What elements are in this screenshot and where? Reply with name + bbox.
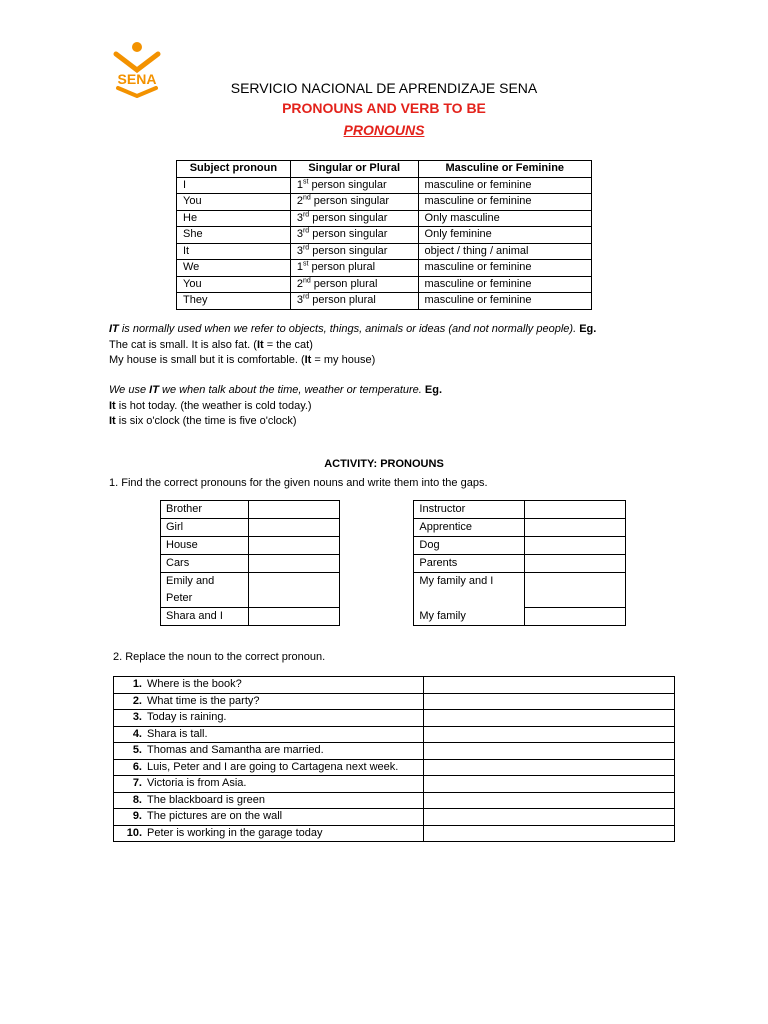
answer-gap[interactable] — [248, 519, 339, 537]
sentence-cell: 9. The pictures are on the wall — [114, 809, 424, 826]
gender-cell: Only masculine — [418, 210, 591, 227]
gender-cell: masculine or feminine — [418, 276, 591, 293]
number-cell: 1st person singular — [290, 177, 418, 194]
noun-cell: Girl — [161, 519, 249, 537]
noun-cell: Instructor — [414, 501, 525, 519]
time-example-1: It is hot today. (the weather is cold today.) — [109, 399, 312, 412]
number-cell: 3rd person singular — [290, 210, 418, 227]
nouns-table — [160, 500, 626, 626]
col-header: Singular or Plural — [290, 161, 418, 178]
answer-gap[interactable] — [423, 809, 674, 826]
answer-gap[interactable] — [248, 573, 339, 608]
gender-cell: Only feminine — [418, 227, 591, 244]
pronoun-table — [176, 160, 592, 310]
answer-gap[interactable] — [525, 537, 626, 555]
answer-gap[interactable] — [525, 555, 626, 573]
noun-cell: House — [161, 537, 249, 555]
table-row — [114, 710, 675, 727]
subtopic-title: PRONOUNS — [343, 122, 425, 138]
answer-gap[interactable] — [248, 555, 339, 573]
sentence-cell: 4. Shara is tall. — [114, 726, 424, 743]
it-usage-paragraph — [109, 322, 669, 369]
number-cell: 3rd person plural — [290, 293, 418, 310]
number-cell: 1st person plural — [290, 260, 418, 277]
table-row — [114, 809, 675, 826]
sentence-cell: 1. Where is the book? — [114, 677, 424, 694]
answer-gap[interactable] — [423, 776, 674, 793]
gender-cell: masculine or feminine — [418, 260, 591, 277]
institution-title: SERVICIO NACIONAL DE APRENDIZAJE SENA — [230, 80, 538, 96]
pronoun-cell: We — [177, 260, 291, 277]
noun-cell: My family — [414, 608, 525, 626]
answer-gap[interactable] — [525, 573, 626, 608]
number-cell: 3rd person singular — [290, 227, 418, 244]
number-cell: 2nd person singular — [290, 194, 418, 211]
table-header-row — [177, 161, 592, 178]
logo-text: SENA — [117, 71, 157, 87]
answer-gap[interactable] — [525, 501, 626, 519]
sentence-cell: 3. Today is raining. — [114, 710, 424, 727]
answer-gap[interactable] — [248, 608, 339, 626]
time-example-2: It is six o'clock (the time is five o'clock) — [109, 415, 297, 427]
table-row — [114, 776, 675, 793]
sentence-cell: 5. Thomas and Samantha are married. — [114, 743, 424, 760]
pronoun-cell: You — [177, 276, 291, 293]
table-row — [177, 260, 592, 277]
table-row — [114, 743, 675, 760]
table-row — [114, 726, 675, 743]
sentence-cell: 10. Peter is working in the garage today — [114, 825, 424, 842]
pronoun-cell: You — [177, 194, 291, 211]
table-row — [177, 177, 592, 194]
activity-title: ACTIVITY: PRONOUNS — [324, 458, 444, 470]
pronoun-cell: He — [177, 210, 291, 227]
noun-cell: Brother — [161, 501, 249, 519]
replace-table — [113, 676, 675, 842]
answer-gap[interactable] — [423, 825, 674, 842]
sentence-cell: 8. The blackboard is green — [114, 792, 424, 809]
answer-gap[interactable] — [423, 677, 674, 694]
answer-gap[interactable] — [423, 726, 674, 743]
noun-cell: Cars — [161, 555, 249, 573]
replace-instruction: 2. Replace the noun to the correct pronoun. — [113, 651, 326, 663]
table-row — [161, 501, 626, 519]
col-header: Masculine or Feminine — [418, 161, 591, 178]
sentence-cell: 7. Victoria is from Asia. — [114, 776, 424, 793]
time-usage-paragraph — [109, 383, 669, 430]
noun-cell: Apprentice — [414, 519, 525, 537]
activity-instruction: 1. Find the correct pronouns for the given nouns and write them into the gaps. — [109, 477, 488, 489]
number-cell: 2nd person plural — [290, 276, 418, 293]
answer-gap[interactable] — [423, 792, 674, 809]
answer-gap[interactable] — [423, 759, 674, 776]
table-row — [177, 194, 592, 211]
answer-gap[interactable] — [525, 608, 626, 626]
time-rule-line: We use IT we when talk about the time, weather or temperature. Eg. — [109, 384, 443, 396]
table-row — [114, 792, 675, 809]
answer-gap[interactable] — [423, 693, 674, 710]
it-example-2: My house is small but it is comfortable. (It = my house) — [109, 354, 376, 366]
table-row — [177, 293, 592, 310]
pronoun-cell: They — [177, 293, 291, 310]
sentence-cell: 6. Luis, Peter and I are going to Cartagena next week. — [114, 759, 424, 776]
table-row — [114, 677, 675, 694]
answer-gap[interactable] — [248, 501, 339, 519]
gender-cell: object / thing / animal — [418, 243, 591, 260]
topic-title: PRONOUNS AND VERB TO BE — [282, 100, 486, 116]
pronoun-cell: I — [177, 177, 291, 194]
sentence-cell: 2. What time is the party? — [114, 693, 424, 710]
answer-gap[interactable] — [423, 710, 674, 727]
table-row — [114, 759, 675, 776]
noun-cell: Shara and I — [161, 608, 249, 626]
table-row — [177, 227, 592, 244]
table-row — [177, 243, 592, 260]
gender-cell: masculine or feminine — [418, 194, 591, 211]
table-row — [114, 825, 675, 842]
noun-cell: Emily and Peter — [161, 573, 249, 608]
table-row — [177, 210, 592, 227]
table-row — [177, 276, 592, 293]
spacer-cell — [339, 501, 414, 626]
gender-cell: masculine or feminine — [418, 293, 591, 310]
it-example-1: The cat is small. It is also fat. (It = the cat) — [109, 338, 313, 351]
table-row — [114, 693, 675, 710]
answer-gap[interactable] — [525, 519, 626, 537]
noun-cell: Parents — [414, 555, 525, 573]
noun-cell: Dog — [414, 537, 525, 555]
number-cell: 3rd person singular — [290, 243, 418, 260]
answer-gap[interactable] — [423, 743, 674, 760]
gender-cell: masculine or feminine — [418, 177, 591, 194]
it-rule-line: IT is normally used when we refer to objects, things, animals or ideas (and not normally people). Eg. — [109, 323, 597, 335]
noun-cell: My family and I — [414, 573, 525, 608]
col-header: Subject pronoun — [177, 161, 291, 178]
answer-gap[interactable] — [248, 537, 339, 555]
pronoun-cell: She — [177, 227, 291, 244]
pronoun-cell: It — [177, 243, 291, 260]
